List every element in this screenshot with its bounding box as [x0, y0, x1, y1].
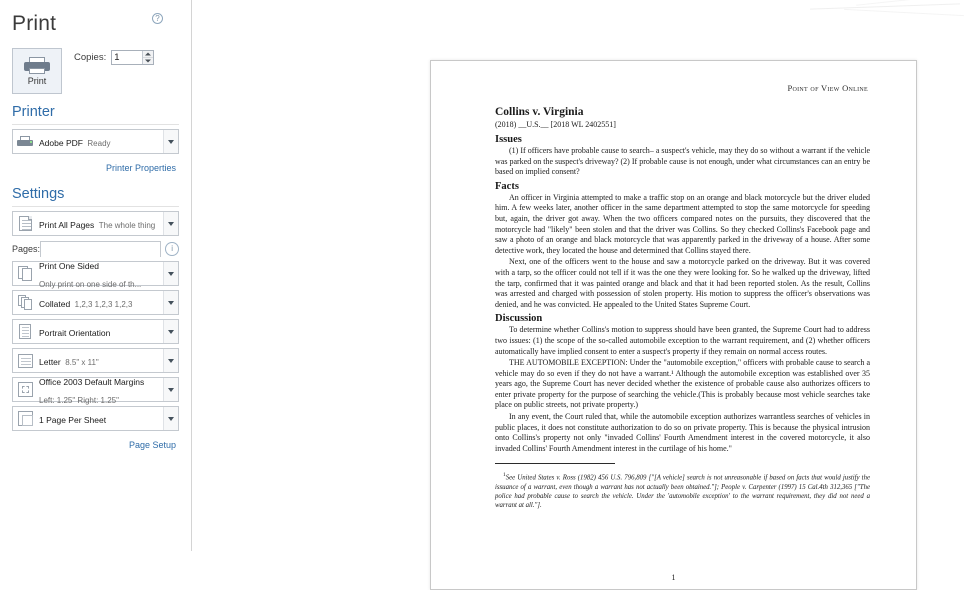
print-preview-area[interactable]: [192, 0, 966, 582]
print-settings-pane: [0, 0, 192, 551]
copies-label: Copies:: [74, 52, 107, 63]
footnote-marker: 1: [503, 472, 506, 479]
discussion-paragraph-2: THE AUTOMOBILE EXCEPTION: Under the "automobile exception," officers with probable cause to search a vehicle may do so even if they do not have a warrant.¹ Although the automobile exception was established over 35 years ago, the Supreme Court has never decided whether the existence of probable cause also authorizes officers to enter private property for the purpose of searching the vehicle.(This is probably because most vehicle searches take place on public streets, not private property.): [495, 358, 870, 410]
setting-paper-size[interactable]: [12, 348, 179, 373]
one-sided-icon: [13, 262, 37, 285]
footnote-separator: [495, 463, 615, 464]
copies-group: [74, 48, 154, 65]
printer-section-heading: Printer: [12, 104, 55, 120]
setting-collation[interactable]: [12, 290, 179, 315]
running-header: Point of View Online: [787, 83, 868, 93]
printer-properties-row: [0, 154, 191, 176]
printer-divider: [12, 124, 179, 125]
setting-margins[interactable]: [12, 376, 179, 405]
pages-label: Pages:: [12, 244, 41, 254]
print-sides-primary: Print One Sided: [39, 260, 100, 271]
case-title: Collins v. Virginia: [495, 106, 584, 118]
print-button-label: Print: [27, 75, 47, 86]
page-setup-row: [0, 431, 191, 453]
footnote-text: See United States v. Ross (1982) 456 U.S. 796,809 ["[A vehicle] search is not unreasonable if based on facts that would justify the issuance of a warrant, even though a warrant has not actually been obtained."]; People v. Carpenter (1997) 15 Cal.4th 312,365 ["The police had probable cause to search the vehicle. Under the 'automobile exception' to the warrant requirement, they did not need a warrant at all."].: [495, 474, 870, 509]
document-icon: [13, 212, 37, 235]
printer-icon: [13, 130, 37, 153]
help-icon[interactable]: ?: [152, 13, 163, 24]
info-icon[interactable]: i: [165, 242, 179, 256]
chevron-down-icon[interactable]: [163, 262, 178, 285]
chevron-down-icon[interactable]: [163, 320, 178, 343]
setting-orientation[interactable]: [12, 319, 179, 344]
printer-status: Ready: [87, 138, 111, 148]
letter-icon: [13, 349, 37, 372]
case-citation: (2018) __U.S.__ [2018 WL 2402551]: [495, 120, 616, 129]
printer-properties-link[interactable]: Printer Properties: [105, 163, 176, 173]
print-button[interactable]: [12, 48, 62, 94]
discussion-paragraph-1: To determine whether Collins's motion to suppress should have been granted, the Supreme Court had to address two issues: (1) the scope of the so-called automobile exception to the warrant requirement, and (2) whether officers automatically have implied consent to enter a suspect's property if they remain on normal access routes.: [495, 325, 870, 356]
chevron-down-icon[interactable]: [163, 378, 178, 401]
setting-pages-per-sheet[interactable]: [12, 406, 179, 431]
pages-per-sheet-primary: 1 Page Per Sheet: [39, 414, 107, 425]
setting-print-range[interactable]: [12, 211, 179, 236]
print-action-row: [0, 36, 191, 94]
preview-page: [430, 60, 917, 590]
issues-paragraph-1: (1) If officers have probable cause to search– a suspect's vehicle, may they do so without a warrant if the vehicle was parked on the suspect's driveway? (2) If probable cause is not enough, under what circumstances can an entry be based on implied consent?: [495, 146, 870, 177]
page-setup-link[interactable]: Page Setup: [128, 440, 176, 450]
settings-section-heading: Settings: [12, 186, 65, 202]
portrait-icon: [13, 320, 37, 343]
printer-select[interactable]: [12, 129, 179, 154]
chevron-down-icon[interactable]: [163, 291, 178, 314]
settings-divider: [12, 206, 179, 207]
facts-paragraph-2: Next, one of the officers went to the house and saw a motorcycle parked on the driveway. But it was covered with a tarp, so the officer could not tell if it was the one they were looking for. So he walked up the driveway, lifted the tarp, confirmed that it was painted orange and black and that it had been reported stolen. As the result, Collins was arrested and charged with possession of stolen property. His motion to suppress the officer's observations was denied, and he was convicted. He appealed to the United States Supreme Court.: [495, 257, 870, 309]
section-heading-discussion: Discussion: [495, 313, 543, 325]
chevron-down-icon[interactable]: [163, 130, 178, 153]
copies-arrows[interactable]: [142, 51, 153, 64]
chevron-down-icon[interactable]: [163, 212, 178, 235]
pages-per-sheet-icon: [13, 407, 37, 430]
chevron-down-icon[interactable]: [163, 407, 178, 430]
page-title: Print: [12, 12, 57, 35]
copies-stepper[interactable]: [111, 50, 154, 65]
printer-name: Adobe PDF: [39, 137, 83, 148]
collate-icon: [13, 291, 37, 314]
print-sides-secondary: Only print on one side of th...: [39, 279, 142, 289]
setting-print-sides[interactable]: [12, 260, 179, 289]
paper-size-primary: Letter: [39, 356, 61, 367]
collation-primary: Collated: [39, 298, 71, 309]
printer-icon: [24, 57, 50, 74]
margins-primary: Office 2003 Default Margins: [39, 376, 145, 387]
chevron-down-icon[interactable]: [163, 349, 178, 372]
orientation-primary: Portrait Orientation: [39, 327, 111, 338]
facts-paragraph-1: An officer in Virginia attempted to make a traffic stop on an orange and black motorcycle but the driver eluded him. A few weeks later, another officer in the same department attempted to stop the same motorcycle for speeding but, again, the driver got away. When the two officers compared notes on the pursuits, they discovered that the motorcycle had "likely" been stolen and that the driver was Collins. So they checked Collins's Facebook page and saw a photo of an orange and black motorcycle that was apparently parked in the driveway of a house. After some detective work, they located the house and determined that Collins stayed there.: [495, 192, 870, 255]
section-heading-facts: Facts: [495, 180, 519, 192]
margins-icon: [13, 378, 37, 401]
copies-decrement[interactable]: [143, 58, 153, 65]
print-range-primary: Print All Pages: [39, 219, 95, 230]
footnote-1: [495, 471, 870, 509]
page-number: 1: [671, 573, 676, 582]
paper-size-secondary: 8.5" x 11": [65, 357, 99, 367]
print-range-secondary: The whole thing: [98, 220, 156, 230]
discussion-paragraph-3: In any event, the Court ruled that, while the automobile exception authorizes warrantless searches of vehicles in public places, it does not constitute authorization to do so on private property. This is because the physical intrusion onto Collins's property not only "invaded Collins' Fourth Amendment interest in the covered motorcycle, it also invaded Collins' Fourth Amendment interest in the curtilage of his home.": [495, 412, 870, 453]
decorative-artifact: [786, 0, 966, 26]
copies-input[interactable]: [112, 51, 142, 64]
section-heading-issues: Issues: [495, 134, 522, 145]
collation-secondary: 1,2,3 1,2,3 1,2,3: [74, 299, 133, 309]
margins-secondary: Left: 1.25" Right: 1.25": [39, 395, 119, 405]
